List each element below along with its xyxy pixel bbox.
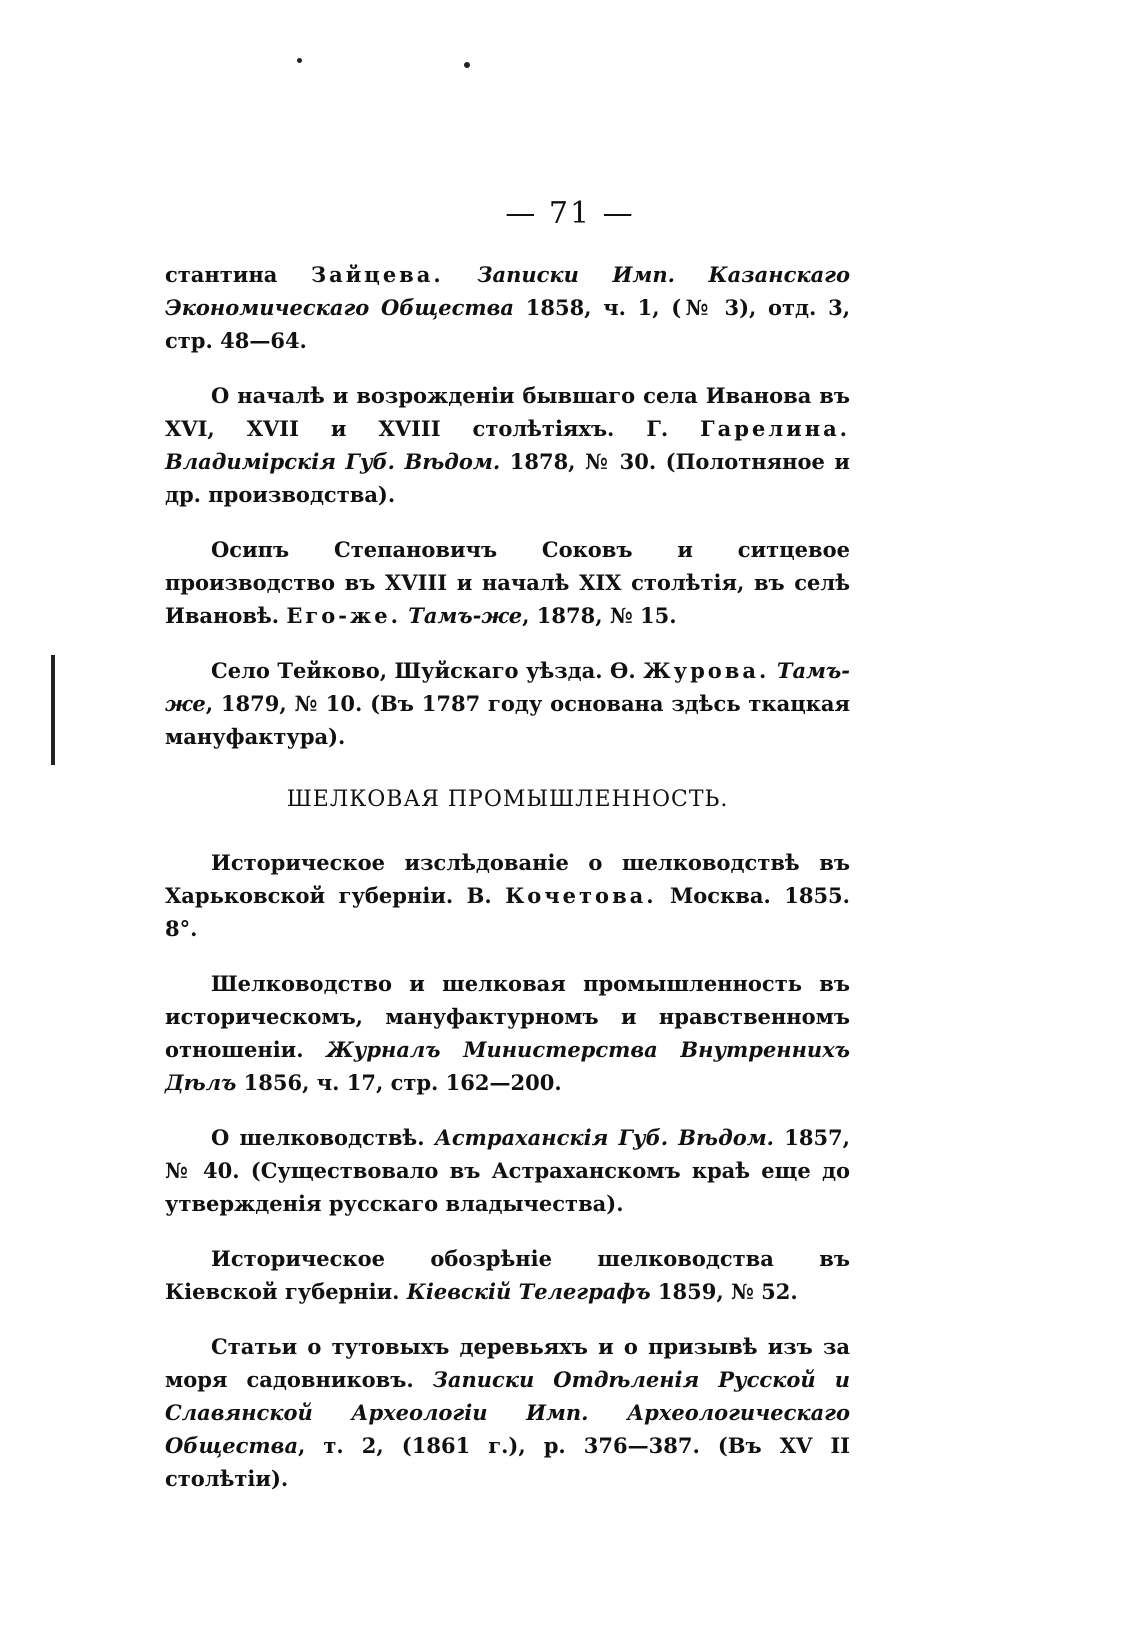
- page-body: [165, 258, 850, 1517]
- ink-speck: [464, 62, 470, 68]
- bibliography-list: [165, 258, 850, 753]
- entry-text: , т. 2, (1861 г.), р. 376—387. (Въ XV II столѣтіи).: [165, 1433, 850, 1491]
- entry-text: Осипъ Степановичъ Соковъ и ситцевое производство въ XVIII и началѣ XIX столѣтія, въ селѣ Ивановѣ.: [165, 537, 850, 628]
- bibliography-entry: [165, 967, 850, 1099]
- bibliography-entry: [165, 379, 850, 511]
- source-title: Астраханскія Губ. Вѣдом.: [434, 1125, 774, 1150]
- entry-text: Статьи о тутовыхъ деревьяхъ и о призывѣ изъ за моря садовниковъ.: [165, 1334, 850, 1392]
- source-title: Владимірскія Губ. Вѣдом.: [165, 449, 501, 474]
- entry-text: , 1878, № 15.: [522, 603, 677, 628]
- entry-text: 1857, № 40. (Существовало въ Астраханскомъ краѣ еще до утвержденія русскаго владычества).: [165, 1125, 850, 1216]
- author-name: Журова.: [643, 658, 770, 683]
- entry-text: 1878, № 30. (Полотняное и др. производства).: [165, 449, 850, 507]
- bibliography-entry: [165, 1330, 850, 1495]
- page-number: — 71 —: [505, 196, 635, 231]
- entry-text: 1858, ч. 1, (№ 3), отд. 3, стр. 48—64.: [165, 295, 850, 353]
- source-title: Тамъ-же: [165, 658, 850, 716]
- entry-text: Историческое обозрѣніе шелководства въ Кіевской губерніи.: [165, 1246, 850, 1304]
- author-name: Гарелина.: [700, 416, 850, 441]
- entry-text: 1856, ч. 17, стр. 162—200.: [236, 1070, 562, 1095]
- entry-text: О шелководствѣ.: [211, 1125, 435, 1150]
- entry-text: Шелководство и шелковая промышленность въ историческомъ, мануфактурномъ и нравственномъ отношеніи.: [165, 971, 850, 1062]
- entry-text: [444, 262, 478, 287]
- entry-text: Историческое изслѣдованіе о шелководствѣ въ Харьковской губерніи. В.: [165, 850, 850, 908]
- source-title: Кіевскій Телеграфъ: [406, 1279, 651, 1304]
- entry-text: О началѣ и возрожденіи бывшаго села Иванова въ XVI, XVII и XVIII столѣтіяхъ. Г.: [165, 383, 850, 441]
- source-title: Тамъ-же: [408, 603, 523, 628]
- entry-text: , 1879, № 10. (Въ 1787 году основана здѣсь ткацкая мануфактура).: [165, 691, 850, 749]
- bibliography-entry: [165, 533, 850, 632]
- bibliography-entry: [165, 1242, 850, 1308]
- ink-speck: [297, 58, 302, 63]
- entry-text: Село Тейково, Шуйскаго уѣзда. Ѳ.: [211, 658, 644, 683]
- entry-text: стантина: [165, 262, 311, 287]
- entry-text: [769, 658, 776, 683]
- bibliography-list: [165, 846, 850, 1495]
- bibliography-entry: [165, 1121, 850, 1220]
- author-name: Его-же.: [286, 603, 401, 628]
- source-title: Журналъ Министерства Внутреннихъ Дѣлъ: [165, 1037, 850, 1095]
- binding-shadow: [51, 655, 55, 765]
- author-name: Зайцева.: [310, 262, 444, 287]
- source-title: Записки Имп. Казанскаго Экономическаго Общества: [165, 262, 851, 320]
- bibliography-entry: [165, 258, 850, 357]
- entry-text: Москва. 1855. 8°.: [165, 883, 850, 941]
- section-heading: ШЕЛКОВАЯ ПРОМЫШЛЕННОСТЬ.: [286, 787, 729, 812]
- entry-text: 1859, № 52.: [650, 1279, 798, 1304]
- bibliography-entry: [165, 846, 850, 945]
- source-title: Записки Отдѣленія Русской и Славянской Археологіи Имп. Археологическаго Общества: [165, 1367, 850, 1458]
- bibliography-entry: [165, 654, 850, 753]
- author-name: Кочетова.: [505, 883, 657, 908]
